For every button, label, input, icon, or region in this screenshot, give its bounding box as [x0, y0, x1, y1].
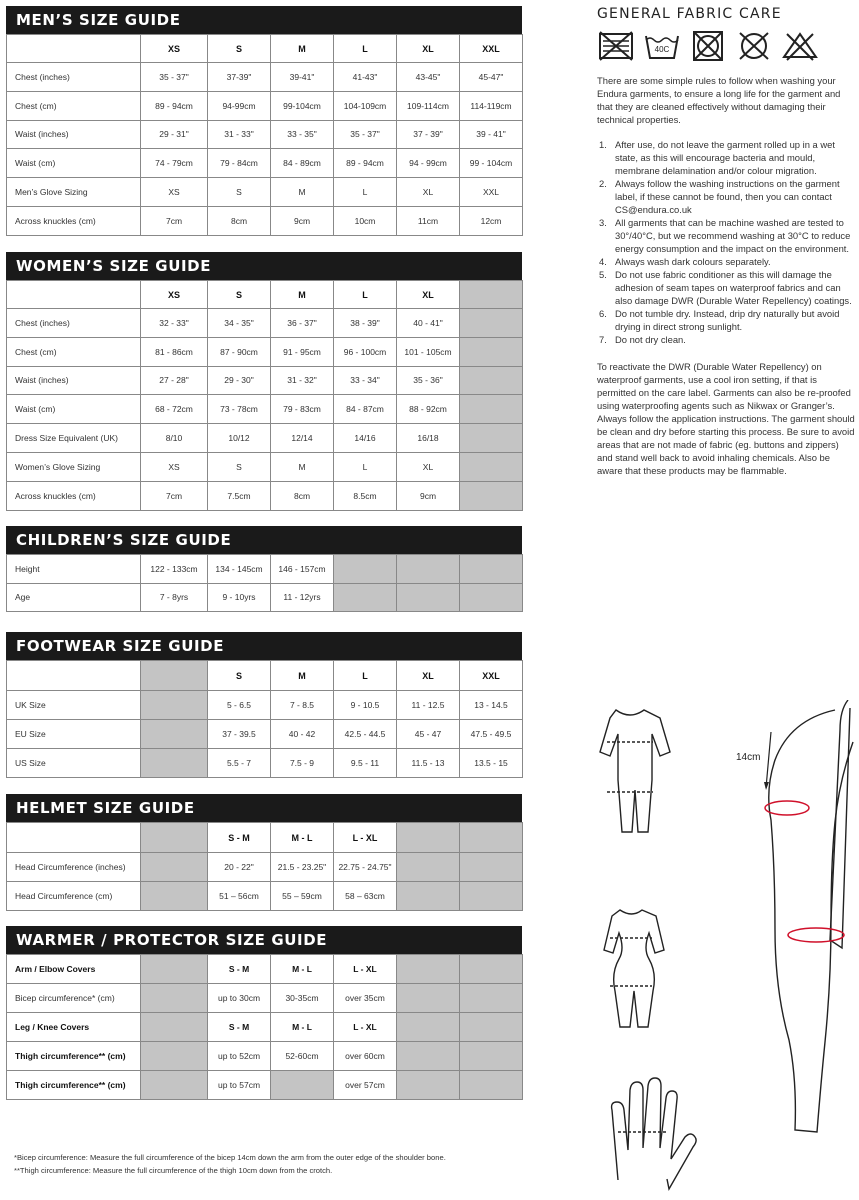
table-cell: 79 - 84cm	[208, 149, 271, 178]
table-cell: 9cm	[271, 206, 334, 235]
column-header: XL	[397, 35, 460, 63]
table-cell: 12cm	[460, 206, 523, 235]
do-not-tumble-dry-icon	[689, 30, 727, 62]
table-cell: L - XL	[334, 955, 397, 984]
row-label: EU Size	[7, 720, 141, 749]
table-cell	[397, 1071, 460, 1100]
row-label: US Size	[7, 749, 141, 778]
section-title: HELMET SIZE GUIDE	[6, 794, 522, 822]
table-cell	[460, 395, 523, 424]
row-label: Height	[7, 555, 141, 584]
table-cell: 7cm	[141, 206, 208, 235]
table-cell	[460, 882, 523, 911]
table-cell: 79 - 83cm	[271, 395, 334, 424]
table-cell: 20 - 22"	[208, 853, 271, 882]
table-cell: 30-35cm	[271, 984, 334, 1013]
row-label: Waist (cm)	[7, 395, 141, 424]
table-row	[7, 1013, 523, 1042]
table-cell	[397, 583, 460, 612]
column-header: S - M	[208, 823, 271, 853]
column-header: M	[271, 281, 334, 309]
table-header-row	[7, 661, 523, 691]
table-cell: 35 - 37"	[141, 63, 208, 92]
care-intro: There are some simple rules to follow when washing your Endura garments, to ensure a long life for the garment and that they are cleaned effectively without damaging their technical properties.	[597, 75, 841, 125]
section-title: WARMER / PROTECTOR SIZE GUIDE	[6, 926, 522, 954]
table-cell: XL	[397, 452, 460, 481]
table-row	[7, 583, 523, 612]
table-cell	[334, 583, 397, 612]
table-cell: 58 – 63cm	[334, 882, 397, 911]
hand-icon	[612, 1078, 697, 1189]
helmet-size-guide	[6, 794, 522, 911]
table-row	[7, 955, 523, 984]
column-header: XXL	[460, 35, 523, 63]
table-cell: 109-114cm	[397, 91, 460, 120]
row-label: Dress Size Equivalent (UK)	[7, 424, 141, 453]
table-cell: 9 - 10.5	[334, 691, 397, 720]
table-cell: 51 – 56cm	[208, 882, 271, 911]
table-cell	[460, 366, 523, 395]
column-header: XS	[141, 281, 208, 309]
column-header: S	[208, 35, 271, 63]
table-cell: 11cm	[397, 206, 460, 235]
wash-40c-icon	[643, 30, 681, 62]
table-cell	[460, 481, 523, 510]
table-row	[7, 749, 523, 778]
table-row	[7, 452, 523, 481]
male-figure-icon	[600, 710, 670, 832]
arm-measure-label: 14cm	[736, 752, 761, 763]
table-cell: M	[271, 178, 334, 207]
leg-figure-icon	[769, 710, 853, 1132]
table-cell: L	[334, 178, 397, 207]
table-cell: 91 - 95cm	[271, 337, 334, 366]
column-header: L - XL	[334, 823, 397, 853]
table-row	[7, 984, 523, 1013]
table-cell: 89 - 94cm	[141, 91, 208, 120]
bicep-measure-ring	[765, 801, 809, 815]
womens-size-guide	[6, 252, 522, 511]
column-header	[460, 281, 523, 309]
table-cell	[141, 955, 208, 984]
column-header: S	[208, 661, 271, 691]
table-cell: 10/12	[208, 424, 271, 453]
table-cell: 35 - 37"	[334, 120, 397, 149]
table-cell: 40 - 41"	[397, 309, 460, 338]
table-row	[7, 1071, 523, 1100]
row-label: UK Size	[7, 691, 141, 720]
table-cell: 94 - 99cm	[397, 149, 460, 178]
care-item: 3. All garments that can be machine washed are tested to 30°/40°C, but we recommend washing at 30°C to reduce energy consumption and the impact on the environment.	[599, 217, 851, 254]
table-cell	[397, 882, 460, 911]
table-cell: 33 - 35"	[271, 120, 334, 149]
table-cell	[397, 555, 460, 584]
table-cell: 134 - 145cm	[208, 555, 271, 584]
table-cell: 87 - 90cm	[208, 337, 271, 366]
table-cell: 21.5 - 23.25"	[271, 853, 334, 882]
table-cell	[397, 955, 460, 984]
do-not-dry-clean-icon	[735, 30, 773, 62]
table-cell: 39 - 41"	[460, 120, 523, 149]
table-cell: 35 - 36"	[397, 366, 460, 395]
table-row	[7, 91, 523, 120]
do-not-bleach-icon	[597, 30, 635, 62]
table-cell: 11.5 - 13	[397, 749, 460, 778]
column-header: L	[334, 35, 397, 63]
table-cell	[460, 424, 523, 453]
table-row	[7, 424, 523, 453]
table-row	[7, 63, 523, 92]
footwear-size-table	[6, 660, 523, 778]
row-label	[7, 823, 141, 853]
table-cell	[141, 720, 208, 749]
table-cell: over 35cm	[334, 984, 397, 1013]
section-title: CHILDREN’S SIZE GUIDE	[6, 526, 522, 554]
table-cell: 7cm	[141, 481, 208, 510]
table-cell: 13.5 - 15	[460, 749, 523, 778]
row-label: Men’s Glove Sizing	[7, 178, 141, 207]
table-cell: 37-39"	[208, 63, 271, 92]
helmet-size-table	[6, 822, 523, 911]
column-header	[460, 823, 523, 853]
table-row	[7, 366, 523, 395]
table-cell: 36 - 37"	[271, 309, 334, 338]
table-cell: S	[208, 452, 271, 481]
table-cell	[397, 1013, 460, 1042]
care-item: 5. Do not use fabric conditioner as this will damage the adhesion of seam tapes on waterproof fabrics and can also damage DWR (Durable Water Repellency) coatings.	[599, 269, 852, 306]
column-header: S	[208, 281, 271, 309]
childrens-size-guide	[6, 526, 522, 612]
table-cell: XS	[141, 452, 208, 481]
row-label: Waist (inches)	[7, 366, 141, 395]
table-cell: 13 - 14.5	[460, 691, 523, 720]
row-label: Waist (cm)	[7, 149, 141, 178]
table-cell: 89 - 94cm	[334, 149, 397, 178]
table-row	[7, 149, 523, 178]
row-label: Head Circumference (cm)	[7, 882, 141, 911]
table-cell: 5 - 6.5	[208, 691, 271, 720]
table-cell	[141, 853, 208, 882]
table-cell: 27 - 28"	[141, 366, 208, 395]
table-cell	[460, 337, 523, 366]
column-header: XS	[141, 35, 208, 63]
table-cell: L - XL	[334, 1013, 397, 1042]
row-label: Bicep circumference* (cm)	[7, 984, 141, 1013]
table-cell: 34 - 35"	[208, 309, 271, 338]
table-cell	[141, 1013, 208, 1042]
table-cell: 43-45"	[397, 63, 460, 92]
section-title: FOOTWEAR SIZE GUIDE	[6, 632, 522, 660]
childrens-size-table	[6, 554, 523, 612]
row-label	[7, 661, 141, 691]
mens-size-guide	[6, 6, 522, 236]
table-cell: 101 - 105cm	[397, 337, 460, 366]
table-row	[7, 120, 523, 149]
table-cell: 45 - 47	[397, 720, 460, 749]
table-cell: 8cm	[208, 206, 271, 235]
section-title: WOMEN’S SIZE GUIDE	[6, 252, 522, 280]
table-cell: 29 - 31"	[141, 120, 208, 149]
table-cell: S - M	[208, 955, 271, 984]
row-label: Waist (inches)	[7, 120, 141, 149]
table-cell	[271, 1071, 334, 1100]
table-cell: 84 - 89cm	[271, 149, 334, 178]
care-item: 7. Do not dry clean.	[599, 334, 686, 345]
row-label: Chest (inches)	[7, 63, 141, 92]
table-cell	[460, 984, 523, 1013]
row-label: Age	[7, 583, 141, 612]
womens-size-table	[6, 280, 523, 511]
table-cell	[460, 1042, 523, 1071]
table-cell: 99 - 104cm	[460, 149, 523, 178]
table-cell	[460, 853, 523, 882]
table-cell: XXL	[460, 178, 523, 207]
table-cell: over 60cm	[334, 1042, 397, 1071]
fabric-care-panel	[597, 6, 855, 477]
table-cell: 42.5 - 44.5	[334, 720, 397, 749]
table-cell: 8.5cm	[334, 481, 397, 510]
table-cell: 96 - 100cm	[334, 337, 397, 366]
care-item: 2. Always follow the washing instructions on the garment label, if these cannot be found, then you can contact CS@endura.co.uk	[599, 178, 840, 215]
arm-figure-icon	[830, 700, 850, 948]
table-cell: 81 - 86cm	[141, 337, 208, 366]
care-title: GENERAL FABRIC CARE	[597, 6, 782, 22]
table-row	[7, 395, 523, 424]
table-header-row	[7, 281, 523, 309]
care-icons	[597, 30, 855, 62]
table-cell: 37 - 39.5	[208, 720, 271, 749]
table-cell: 94-99cm	[208, 91, 271, 120]
table-cell: 16/18	[397, 424, 460, 453]
footnote-bicep: *Bicep circumference: Measure the full circumference of the bicep 14cm down the arm from the outer edge of the shoulder bone.	[14, 1153, 446, 1162]
female-figure-icon	[604, 910, 664, 1027]
table-cell: 31 - 33"	[208, 120, 271, 149]
table-cell: 74 - 79cm	[141, 149, 208, 178]
table-cell: up to 52cm	[208, 1042, 271, 1071]
table-row	[7, 555, 523, 584]
column-header	[141, 823, 208, 853]
section-title: MEN’S SIZE GUIDE	[6, 6, 522, 34]
row-label: Arm / Elbow Covers	[7, 955, 141, 984]
table-row	[7, 178, 523, 207]
table-row	[7, 882, 523, 911]
table-cell: 7 - 8yrs	[141, 583, 208, 612]
column-header	[141, 661, 208, 691]
table-cell	[334, 555, 397, 584]
column-header: M - L	[271, 823, 334, 853]
row-label: Chest (inches)	[7, 309, 141, 338]
row-label: Chest (cm)	[7, 337, 141, 366]
table-cell	[460, 309, 523, 338]
table-cell: 37 - 39"	[397, 120, 460, 149]
table-cell: 104-109cm	[334, 91, 397, 120]
table-cell	[460, 452, 523, 481]
table-cell	[460, 955, 523, 984]
table-cell	[460, 1071, 523, 1100]
table-cell: 73 - 78cm	[208, 395, 271, 424]
table-cell: 7 - 8.5	[271, 691, 334, 720]
table-cell: M - L	[271, 955, 334, 984]
row-label: Women’s Glove Sizing	[7, 452, 141, 481]
row-label: Across knuckles (cm)	[7, 206, 141, 235]
table-cell: 10cm	[334, 206, 397, 235]
table-cell: 114-119cm	[460, 91, 523, 120]
row-label	[7, 35, 141, 63]
table-cell: 29 - 30"	[208, 366, 271, 395]
table-cell: 5.5 - 7	[208, 749, 271, 778]
table-cell	[397, 853, 460, 882]
table-cell: 11 - 12yrs	[271, 583, 334, 612]
column-header: L	[334, 661, 397, 691]
table-cell: up to 57cm	[208, 1071, 271, 1100]
table-cell: 55 – 59cm	[271, 882, 334, 911]
care-outro: To reactivate the DWR (Durable Water Repellency) on waterproof garments, use a cool iron setting, if that is permitted on the care label. Garments can also be re-proofed using waterproofing agents such as Nikwax or Granger’s. Always follow the application instructions. The garment should be clean and dry before starting this process. Be sure to avoid areas that are not made of fabric (eg. buttons and zippers) and stand well back to avoid inhaling chemicals. Also be aware that these products may be flammable.	[597, 361, 855, 476]
care-list	[597, 138, 855, 346]
table-cell	[397, 984, 460, 1013]
table-cell	[460, 583, 523, 612]
column-header: M	[271, 35, 334, 63]
wash-temperature: 40C	[654, 45, 670, 54]
table-row	[7, 206, 523, 235]
table-cell: 9 - 10yrs	[208, 583, 271, 612]
row-label: Thigh circumference** (cm)	[7, 1071, 141, 1100]
footnote-thigh: **Thigh circumference: Measure the full circumference of the thigh 10cm down from the crotch.	[14, 1166, 333, 1175]
table-cell: 31 - 32"	[271, 366, 334, 395]
table-row	[7, 691, 523, 720]
table-header-row	[7, 35, 523, 63]
table-cell	[141, 1042, 208, 1071]
table-cell: 52-60cm	[271, 1042, 334, 1071]
row-label: Across knuckles (cm)	[7, 481, 141, 510]
table-cell	[141, 691, 208, 720]
table-cell: M - L	[271, 1013, 334, 1042]
table-cell: 84 - 87cm	[334, 395, 397, 424]
row-label: Leg / Knee Covers	[7, 1013, 141, 1042]
table-cell: 7.5cm	[208, 481, 271, 510]
care-item: 1. After use, do not leave the garment rolled up in a wet state, as this will encourage bacteria and mould, membrane delamination and/or colour migration.	[599, 139, 835, 176]
table-cell: over 57cm	[334, 1071, 397, 1100]
care-item: 4. Always wash dark colours separately.	[599, 256, 771, 267]
table-cell: 12/14	[271, 424, 334, 453]
body-measurement-diagrams	[580, 700, 859, 1200]
table-cell: 88 - 92cm	[397, 395, 460, 424]
table-cell: 14/16	[334, 424, 397, 453]
column-header	[397, 823, 460, 853]
row-label: Thigh circumference** (cm)	[7, 1042, 141, 1071]
table-cell: 33 - 34"	[334, 366, 397, 395]
table-cell: 39-41"	[271, 63, 334, 92]
row-label	[7, 281, 141, 309]
table-cell	[397, 1042, 460, 1071]
row-label: Head Circumference (inches)	[7, 853, 141, 882]
table-cell: 9.5 - 11	[334, 749, 397, 778]
table-cell: 146 - 157cm	[271, 555, 334, 584]
table-cell	[141, 749, 208, 778]
table-row	[7, 481, 523, 510]
table-cell: S	[208, 178, 271, 207]
table-cell: 22.75 - 24.75"	[334, 853, 397, 882]
table-cell: 38 - 39"	[334, 309, 397, 338]
warmer-protector-size-guide	[6, 926, 522, 1100]
table-cell: 40 - 42	[271, 720, 334, 749]
row-label: Chest (cm)	[7, 91, 141, 120]
column-header: XL	[397, 281, 460, 309]
table-cell: 68 - 72cm	[141, 395, 208, 424]
care-item: 6. Do not tumble dry. Instead, drip dry naturally but avoid drying in direct strong sunlight.	[599, 308, 840, 332]
table-cell: 11 - 12.5	[397, 691, 460, 720]
table-cell: 47.5 - 49.5	[460, 720, 523, 749]
column-header: XXL	[460, 661, 523, 691]
table-row	[7, 309, 523, 338]
table-cell: 45-47"	[460, 63, 523, 92]
table-cell: XS	[141, 178, 208, 207]
warmer-size-table	[6, 954, 523, 1100]
table-cell: 9cm	[397, 481, 460, 510]
column-header: L	[334, 281, 397, 309]
table-cell: 122 - 133cm	[141, 555, 208, 584]
table-cell: 8/10	[141, 424, 208, 453]
table-cell	[141, 1071, 208, 1100]
table-cell: XL	[397, 178, 460, 207]
table-cell	[141, 984, 208, 1013]
table-cell	[460, 1013, 523, 1042]
table-cell	[141, 882, 208, 911]
table-cell: S - M	[208, 1013, 271, 1042]
do-not-iron-icon	[781, 30, 819, 62]
column-header: XL	[397, 661, 460, 691]
table-cell: L	[334, 452, 397, 481]
table-cell: 99-104cm	[271, 91, 334, 120]
table-cell: 8cm	[271, 481, 334, 510]
table-cell	[460, 555, 523, 584]
table-cell: M	[271, 452, 334, 481]
table-cell: 41-43"	[334, 63, 397, 92]
table-row	[7, 337, 523, 366]
table-row	[7, 1042, 523, 1071]
column-header: M	[271, 661, 334, 691]
table-row	[7, 720, 523, 749]
table-header-row	[7, 823, 523, 853]
table-cell: 7.5 - 9	[271, 749, 334, 778]
thigh-measure-ring	[788, 928, 844, 942]
table-row	[7, 853, 523, 882]
table-cell: 32 - 33"	[141, 309, 208, 338]
table-cell: up to 30cm	[208, 984, 271, 1013]
footwear-size-guide	[6, 632, 522, 778]
mens-size-table	[6, 34, 523, 236]
